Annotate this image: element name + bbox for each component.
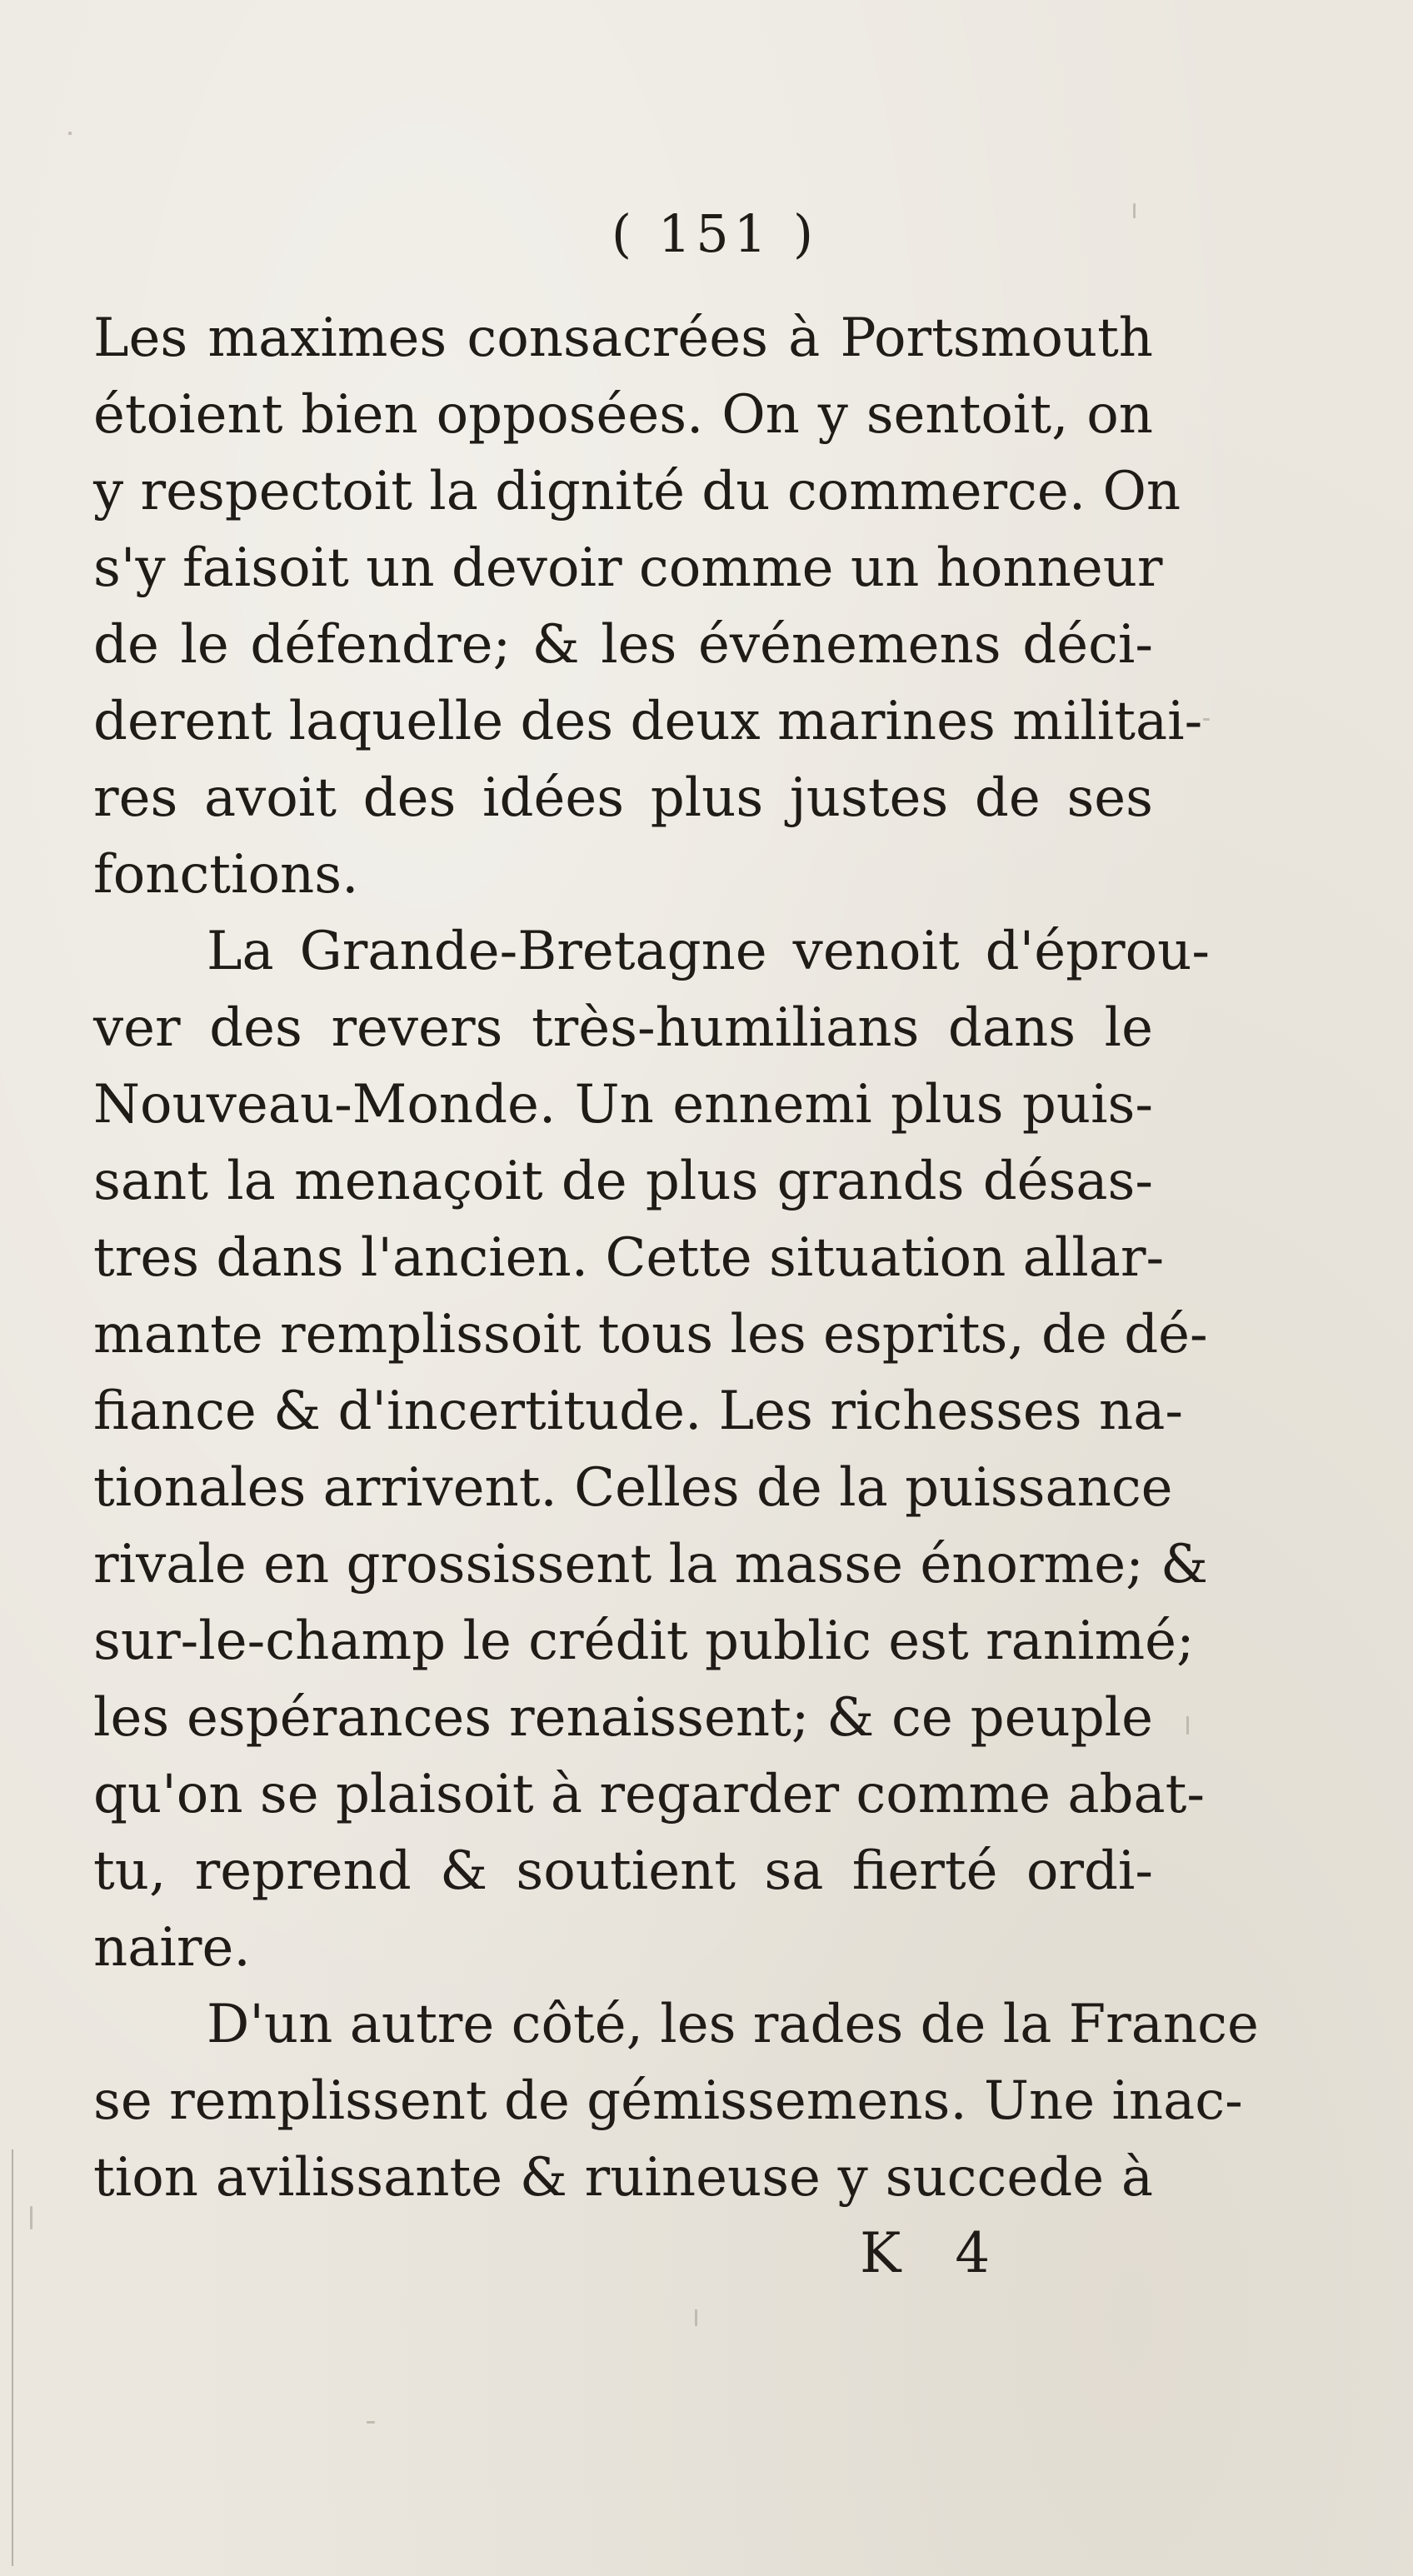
page-number-header: ( 151 )	[611, 203, 819, 264]
text-line: derent laquelle des deux marines militai-	[93, 691, 1203, 752]
text-line: tu, reprend & soutient sa fierté ordi-	[93, 1840, 1153, 1902]
text-line: qu'on se plaisoit à regarder comme abat-	[93, 1764, 1205, 1825]
text-line: se remplissent de gémissemens. Une inac-	[93, 2070, 1243, 2132]
text-line: mante remplissoit tous les esprits, de dé-	[93, 1304, 1208, 1365]
text-line: les espérances renaissent; & ce peuple	[93, 1687, 1153, 1749]
paragraph-first-line: D'un autre côté, les rades de la France	[207, 1994, 1259, 2055]
paper-speck	[30, 2206, 32, 2229]
signature-mark: K 4	[860, 2221, 1009, 2285]
paper-speck	[367, 2421, 375, 2424]
text-line: fonctions.	[93, 844, 359, 906]
text-line: tres dans l'ancien. Cette situation allar-	[93, 1227, 1165, 1289]
text-line: Nouveau-Monde. Un ennemi plus puis-	[93, 1074, 1153, 1136]
text-line: naire.	[93, 1917, 251, 1979]
text-line: sur-le-champ le crédit public est ranimé;	[93, 1610, 1195, 1672]
paper-speck	[1203, 718, 1210, 721]
text-line: fiance & d'incertitude. Les richesses na-	[93, 1380, 1183, 1442]
text-line: étoient bien opposées. On y sentoit, on	[93, 384, 1153, 446]
text-line: tion avilissante & ruineuse y succede à	[93, 2147, 1153, 2209]
text-line: res avoit des idées plus justes de ses	[93, 767, 1153, 829]
paper-speck	[695, 2309, 697, 2326]
page-edge-shadow	[12, 2149, 13, 2566]
text-line: Les maximes consacrées à Portsmouth	[93, 307, 1153, 369]
paper-speck	[68, 132, 72, 135]
text-line: de le défendre; & les événemens déci-	[93, 614, 1153, 676]
text-line: ver des revers très-humilians dans le	[93, 997, 1153, 1059]
text-line: tionales arrivent. Celles de la puissance	[93, 1457, 1173, 1519]
text-line: s'y faisoit un devoir comme un honneur	[93, 537, 1163, 599]
paper-speck	[1186, 1716, 1189, 1735]
text-line: rivale en grossissent la masse énorme; &	[93, 1534, 1208, 1595]
paragraph-first-line: La Grande-Bretagne venoit d'éprou-	[207, 921, 1210, 982]
text-line: y respectoit la dignité du commerce. On	[93, 461, 1181, 522]
text-line: sant la menaçoit de plus grands désas-	[93, 1151, 1153, 1212]
